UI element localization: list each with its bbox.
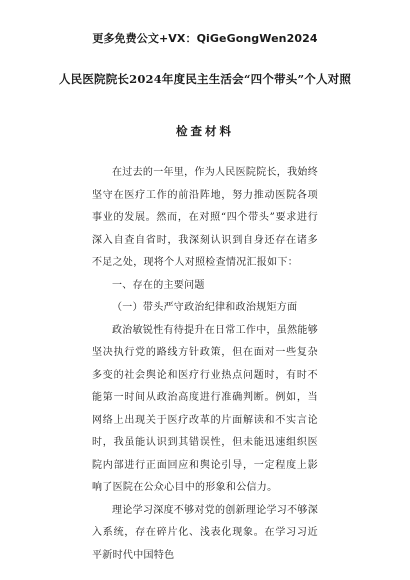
document-title: 人民医院院长2024年度民主生活会“四个带头”个人对照 [58, 72, 352, 86]
intro-paragraph: 在过去的一年里，作为人民医院院长，我始终坚守在医疗工作的前沿阵地，努力推动医院各项事业的发展。然而，在对照“四个带头”要求进行深入自查自省时，我深刻认识到自身还存在诸多不足之处，现将个人对照检查情况汇报如下： [92, 167, 318, 268]
subsection-heading: （一）带头严守政治纪律和政治规矩方面 [112, 302, 298, 313]
body-paragraph: 理论学习深度不够对党的创新理论学习不够深入系统，存在碎片化、浅表化现象。在学习习近平新时代中国特色 [92, 504, 318, 561]
document-body [92, 162, 318, 567]
section-heading: 一、存在的主要问题 [112, 279, 205, 291]
document-title-continued: 检查材料 [176, 124, 234, 138]
promo-header: 更多免费公文+VX：QiGeGongWen2024 [92, 32, 318, 45]
body-paragraph: 政治敏锐性有待提升在日常工作中，虽然能够坚决执行党的路线方针政策，但在面对一些复杂多变的社会舆论和医疗行业热点问题时，有时不能第一时间从政治高度进行准确判断。例如，当网络上出现关于医疗改革的片面解读和不实言论时，我虽能认识到其错误性，但未能迅速组织医院内部进行正面回应和舆论引导，一定程度上影响了医院在公众心目中的形象和公信力。 [92, 324, 318, 493]
